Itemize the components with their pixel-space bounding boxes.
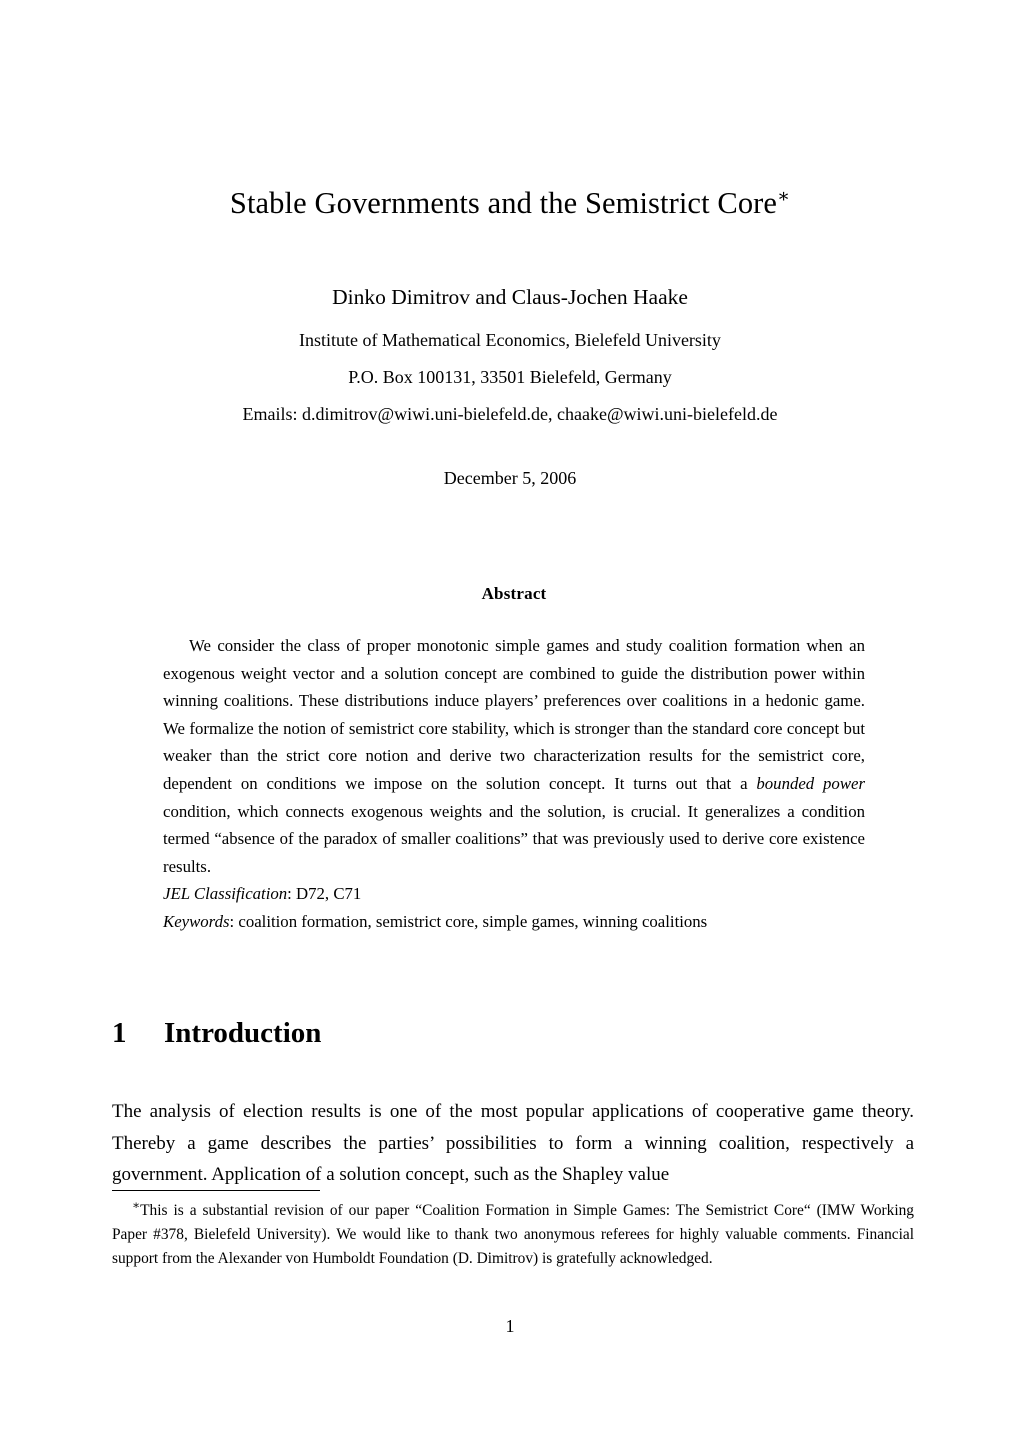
author-emails: Emails: d.dimitrov@wiwi.uni-bielefeld.de, chaake@wiwi.uni-bielefeld.de	[242, 403, 778, 424]
footnote-area	[112, 1190, 914, 1272]
section-heading-introduction	[112, 1018, 914, 1050]
page-title-text: Stable Governments and the Semistrict Core	[229, 186, 778, 220]
keywords	[163, 908, 865, 936]
footnote-text-content: This is a substantial revision of our paper “Coalition Formation in Simple Games: The Semistrict Core“ (IMW Working Paper #378, Bielefeld University). We would like to thank two anonymous referees for highly valuable comments. Financial support from the Alexander von Humboldt Foundation (D. Dimitrov) is gratefully acknowledged.	[112, 1202, 914, 1268]
jel-codes: : D72, C71	[287, 884, 362, 904]
section-title: Introduction	[164, 1017, 322, 1049]
jel-label: JEL Classification	[163, 884, 288, 904]
jel-classification	[163, 880, 865, 908]
abstract-heading: Abstract	[481, 584, 547, 603]
introduction-paragraph: The analysis of election results is one of the most popular applications of cooperative game theory. Thereby a game describes the parties’ possibilities to form a winning coalition, respectively a government. Application of a solution concept, such as the Shapley value	[112, 1101, 914, 1186]
postal-address: P.O. Box 100131, 33501 Bielefeld, Germany	[348, 366, 672, 387]
affiliation: Institute of Mathematical Economics, Bielefeld University	[299, 329, 721, 350]
title-block	[0, 186, 1020, 221]
page-title	[0, 186, 1020, 221]
publication-date: December 5, 2006	[443, 468, 577, 488]
footnote-entry	[112, 1199, 914, 1272]
page-number: 1	[505, 1316, 515, 1336]
keywords-list: : coalition formation, semistrict core, simple games, winning coalitions	[229, 911, 708, 931]
section-number: 1	[112, 1017, 127, 1049]
title-footnote-marker: ∗	[777, 185, 791, 207]
abstract-text-part-1: We consider the class of proper monotonic simple games and study coalition formation when an exogenous weight vector and a solution concept are combined to guide the distribution power within winning coalitions. These distributions induce players’ preferences over coalitions in a hedonic game. We formalize the notion of semistrict core stability, which is stronger than the standard core concept but weaker than the strict core notion and derive two characterization results for the semistrict core, dependent on conditions we impose on the solution concept. It turns out that a	[163, 636, 865, 793]
keywords-label: Keywords	[163, 911, 230, 931]
abstract-paragraph	[163, 632, 865, 880]
abstract-emphasis: bounded power	[756, 773, 865, 793]
abstract-section	[163, 584, 865, 936]
footnote-marker: ∗	[132, 1197, 141, 1212]
author-names: Dinko Dimitrov and Claus-Jochen Haake	[332, 285, 688, 309]
authors-block	[0, 287, 1020, 423]
abstract-text-part-2: condition, which connects exogenous weights and the solution, is crucial. It generalizes a condition termed “absence of the paradox of smaller coalitions” that was previously used to derive core existence results.	[163, 801, 865, 876]
footnote-separator-rule	[112, 1190, 320, 1191]
